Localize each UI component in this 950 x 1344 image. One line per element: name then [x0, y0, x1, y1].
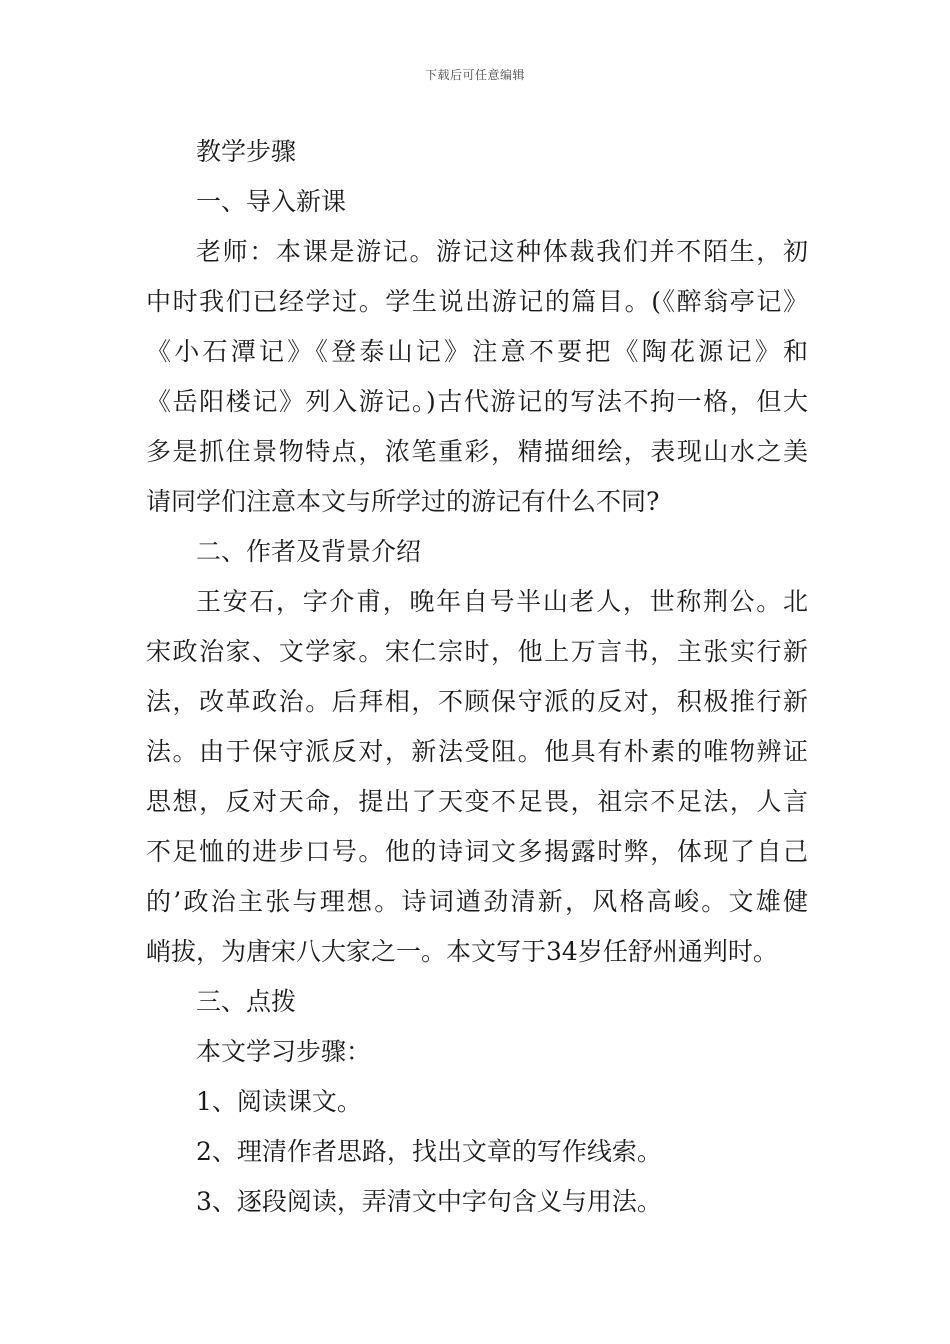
- text-line: 一、导入新课: [196, 187, 347, 216]
- text-line: 《岳阳楼记》列入游记。)古代游记的写法不拘一格，但大: [146, 387, 808, 416]
- text-line: 峭拔，为唐宋八大家之一。本文写于34岁任舒州通判时。: [146, 937, 778, 966]
- text-line: 《小石潭记》《登泰山记》注意不要把《陶花源记》和: [146, 337, 808, 366]
- text-line: 多是抓住景物特点，浓笔重彩，精描细绘，表现山水之美: [146, 437, 808, 466]
- text-line: 的’政治主张与理想。诗词遒劲清新，风格高峻。文雄健: [146, 887, 808, 916]
- text-line: 宋政治家、文学家。宋仁宗时，他上万言书，主张实行新: [146, 637, 808, 666]
- text-line: 法，改革政治。后拜相，不顾保守派的反对，积极推行新: [146, 687, 808, 716]
- text-line: 法。由于保守派反对，新法受阻。他具有朴素的唯物辨证: [146, 737, 808, 766]
- text-line: 思想，反对天命，提出了天变不足畏，祖宗不足法，人言: [146, 787, 808, 816]
- text-line: 二、作者及背景介绍: [196, 537, 422, 566]
- text-line: 三、点拨: [196, 987, 297, 1016]
- text-line: 不足恤的进步口号。他的诗词文多揭露时弊，体现了自己: [146, 837, 808, 866]
- text-line: 请同学们注意本文与所学过的游记有什么不同?: [146, 487, 660, 516]
- page-header: 下载后可任意编辑: [424, 68, 525, 82]
- text-line: 王安石，字介甫，晚年自号半山老人，世称荆公。北: [196, 587, 808, 616]
- text-line: 1、阅读课文。: [196, 1087, 362, 1116]
- text-line: 3、逐段阅读，弄清文中字句含义与用法。: [196, 1187, 662, 1216]
- text-line: 本文学习步骤：: [196, 1037, 372, 1066]
- text-line: 2、理清作者思路，找出文章的写作线索。: [196, 1137, 662, 1166]
- document-body: [146, 127, 808, 1227]
- text-line: 老师：本课是游记。游记这种体裁我们并不陌生，初: [196, 237, 808, 266]
- text-line: 教学步骤: [196, 137, 297, 166]
- text-line: 中时我们已经学过。学生说出游记的篇目。(《醉翁亭记》: [146, 287, 808, 316]
